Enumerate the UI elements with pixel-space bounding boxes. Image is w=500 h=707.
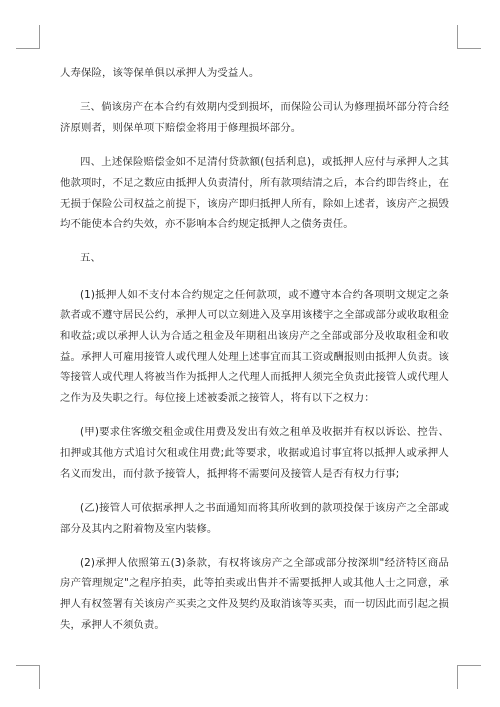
paragraph-clause-5-1-a: (甲)要求住客缴交租金或住用费及发出有效之租单及收据并有权以诉讼、控告、扣押或其他方式追讨欠租或住用费;此等要求，收据或追讨事宜将以抵押人或承押人名义而发出，而付款予接管人，抵押将不需要问及接管人是否有权力行事; bbox=[60, 426, 449, 480]
paragraph-clause-5-2: (2)承押人依照第五(3)条款，有权将该房产之全部或部分按深圳"经济特区商品房产管理规定"之程序拍卖，此等拍卖或出售并不需要抵押人或其他人士之同意，承押人有权签署有关该房产买卖之文件及契约及取消该等买卖，而一切因此而引起之损失，承押人不须负责。 bbox=[60, 556, 449, 631]
crop-mark-bottom-left-horizontal bbox=[16, 665, 40, 666]
crop-mark-bottom-right-vertical bbox=[457, 665, 458, 689]
paragraph-clause-3: 三、倘该房产在本合约有效期内受到损坏，而保险公司认为修理损坏部分符合经济原则者，则保单项下赔偿金将用于修理损坏部分。 bbox=[60, 101, 449, 134]
crop-mark-bottom-left-vertical bbox=[39, 665, 40, 689]
paragraph-clause-4: 四、上述保险赔偿金如不足清付贷款额(包括利息)，或抵押人应付与承押人之其他款项时，不足之数应由抵押人负责清付，所有款项结清之后，本合约即告终止，在无损于保险公司权益之前提下，该房产即归抵押人所有，除如上述者，该房产之损毁均不能使本合约失效，亦不影响本合约规定抵押人之债务责任。 bbox=[60, 156, 449, 231]
section-heading-5: 五、 bbox=[80, 252, 101, 265]
paragraph-clause-5-1-b: (乙)接管人可依据承押人之书面通知而将其所收到的款项投保于该房产之全部或部分及其内之附着物及室内装修。 bbox=[60, 501, 449, 535]
crop-mark-top-left-horizontal bbox=[16, 48, 40, 49]
document-body bbox=[60, 63, 449, 649]
paragraph-clause-5-1: (1)抵押人如不支付本合约规定之任何款项，或不遵守本合约各项明文规定之条款者或不遵守居民公约，承押人可以立刻进入及享用该楼宇之全部或部分或收取租金和收益;或以承押人认为合适之租金及年期租出该房产之全部或部分及收取租金和收益。承押人可雇用接管人或代理人处理上述事宜而其工资或酬报则由抵押人负责。该等接管人或代理人将被当作为抵押人之代理人而抵押人须完全负责此接管人或代理人之作为及失职之行。每位接上述被委派之接管人，将有以下之权力： bbox=[60, 288, 449, 405]
paragraph-insurance-beneficiary: 人寿保险，该等保单俱以承押人为受益人。 bbox=[60, 67, 260, 79]
crop-mark-top-right-vertical bbox=[457, 25, 458, 49]
crop-mark-bottom-right-horizontal bbox=[457, 665, 481, 666]
crop-mark-top-right-horizontal bbox=[457, 48, 481, 49]
crop-mark-top-left-vertical bbox=[39, 25, 40, 49]
